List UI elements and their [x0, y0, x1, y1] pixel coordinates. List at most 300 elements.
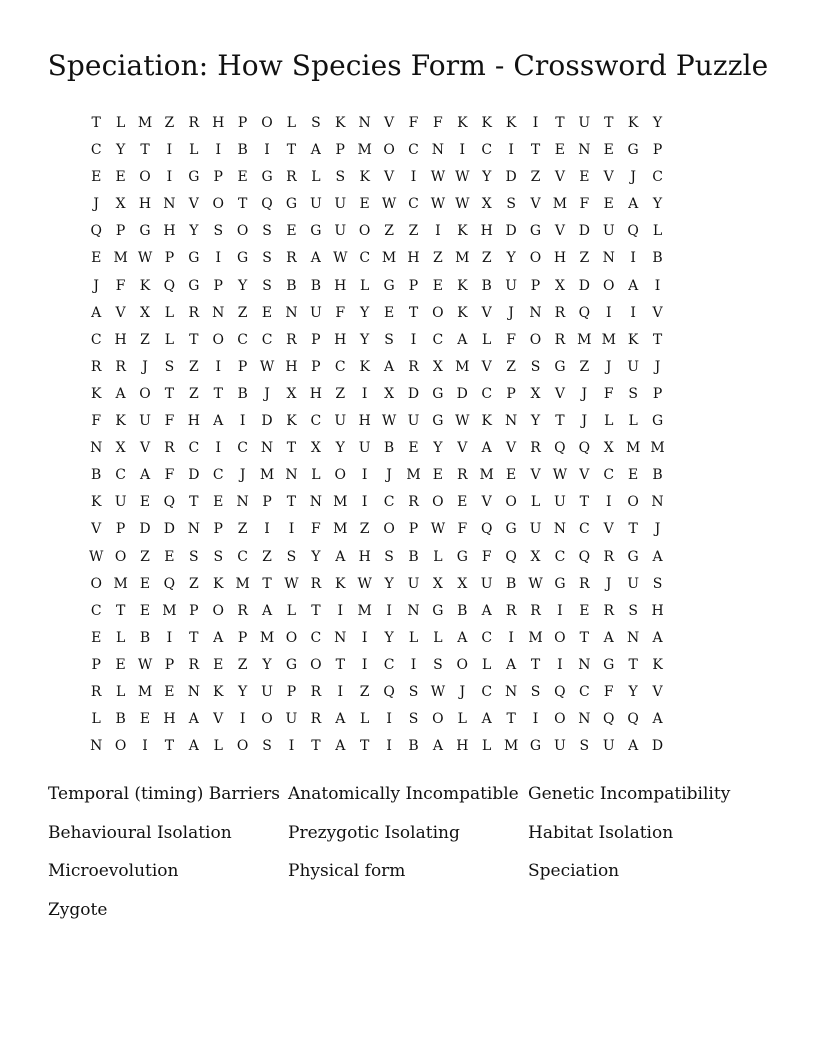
grid-letter: U [334, 196, 347, 213]
grid-row [84, 137, 744, 164]
grid-letter: M [455, 250, 470, 267]
grid-letter: P [213, 277, 223, 294]
grid-letter: I [264, 142, 270, 159]
grid-letter: X [384, 385, 395, 402]
grid-letter: P [530, 277, 541, 294]
grid-letter: L [408, 629, 419, 646]
grid-letter: E [237, 169, 248, 186]
grid-letter: J [581, 413, 588, 430]
grid-letter: C [432, 331, 444, 348]
grid-letter: I [386, 602, 392, 619]
grid-letter: B [408, 548, 419, 565]
grid-letter: E [603, 196, 614, 213]
grid-letter: T [286, 142, 297, 159]
grid-letter: O [432, 304, 444, 321]
grid-letter: G [139, 223, 151, 240]
grid-letter: T [189, 331, 199, 348]
grid-letter: K [457, 115, 468, 131]
grid-letter: E [579, 169, 590, 186]
grid-letter: U [505, 277, 518, 294]
grid-letter: B [115, 711, 126, 728]
grid-row [84, 218, 744, 245]
grid-letter: F [603, 683, 614, 700]
grid-letter: U [480, 575, 493, 592]
grid-letter: O [383, 521, 395, 538]
grid-letter: Y [115, 142, 126, 159]
grid-letter: C [334, 358, 346, 375]
grid-letter: A [628, 738, 639, 755]
grid-letter: S [579, 738, 590, 755]
grid-letter: V [652, 683, 663, 700]
grid-letter: D [188, 467, 200, 484]
grid-letter: W [357, 575, 372, 592]
grid-letter: L [604, 413, 614, 430]
grid-letter: Z [237, 656, 248, 673]
grid-letter: N [578, 142, 591, 159]
grid-letter: I [532, 711, 539, 728]
grid-letter: O [114, 738, 127, 755]
grid-letter: C [652, 169, 663, 186]
grid-letter: A [457, 331, 468, 348]
grid-letter: X [432, 358, 443, 375]
grid-letter: V [481, 358, 492, 375]
grid-row [84, 435, 744, 462]
grid-row [84, 489, 744, 516]
grid-letter: Y [360, 304, 370, 321]
grid-letter: M [259, 467, 275, 484]
grid-letter: Y [530, 413, 541, 430]
grid-letter: N [553, 521, 567, 538]
word-list-item: Habitat Isolation [528, 822, 674, 843]
grid-letter: C [383, 494, 395, 511]
grid-letter: Z [359, 683, 370, 700]
grid-letter: I [508, 629, 514, 646]
grid-letter: K [457, 277, 468, 294]
grid-letter: O [285, 629, 298, 646]
grid-letter: N [431, 142, 445, 159]
grid-letter: E [408, 440, 419, 457]
grid-letter: L [115, 683, 126, 700]
grid-letter: O [114, 548, 127, 565]
grid-letter: Z [164, 115, 175, 131]
grid-letter: Y [238, 683, 248, 700]
grid-letter: X [530, 548, 541, 565]
grid-letter: P [237, 629, 248, 646]
grid-letter: I [361, 467, 368, 484]
grid-letter: V [506, 440, 517, 457]
grid-letter: G [383, 277, 395, 294]
grid-letter: P [213, 521, 223, 538]
grid-letter: C [90, 331, 102, 348]
grid-letter: U [529, 521, 542, 538]
grid-letter: X [457, 575, 468, 592]
grid-letter: X [286, 385, 297, 402]
grid-letter: U [554, 738, 566, 755]
grid-letter: A [335, 738, 346, 755]
grid-letter: V [188, 196, 199, 213]
grid-letter: O [261, 115, 273, 131]
grid-letter: I [410, 169, 417, 186]
grid-letter: B [652, 250, 663, 267]
grid-letter: C [115, 467, 126, 484]
grid-letter: V [579, 467, 590, 484]
grid-letter: X [432, 575, 443, 592]
grid-letter: S [433, 656, 443, 673]
grid-letter: G [432, 602, 444, 619]
grid-letter: X [530, 385, 541, 402]
grid-letter: R [90, 683, 102, 700]
grid-letter: L [115, 629, 126, 646]
grid-letter: I [166, 629, 173, 646]
grid-letter: L [213, 738, 223, 755]
grid-letter: C [90, 142, 102, 159]
grid-letter: A [91, 304, 102, 321]
grid-letter: K [457, 304, 468, 321]
word-list-item: Prezygotic Isolating [288, 822, 460, 843]
grid-letter: Y [360, 331, 370, 348]
grid-letter: A [432, 738, 443, 755]
grid-letter: K [359, 358, 370, 375]
grid-letter: M [601, 331, 616, 348]
grid-letter: G [310, 223, 322, 240]
grid-letter: X [115, 196, 126, 213]
grid-letter: R [457, 467, 468, 484]
grid-letter: D [651, 738, 664, 755]
grid-letter: C [408, 142, 419, 159]
grid-letter: L [433, 629, 443, 646]
grid-row [84, 408, 744, 435]
word-list-item: Anatomically Incompatible [288, 784, 519, 804]
grid-letter: C [578, 521, 590, 538]
grid-letter: G [261, 169, 273, 186]
grid-letter: U [309, 196, 322, 213]
grid-letter: T [286, 494, 297, 511]
grid-letter: E [139, 602, 151, 619]
grid-letter: K [481, 413, 492, 430]
grid-letter: T [262, 575, 272, 592]
grid-letter: D [139, 521, 151, 538]
grid-letter: T [579, 494, 589, 511]
grid-letter: O [236, 223, 249, 240]
grid-row [84, 598, 744, 625]
grid-letter: R [188, 304, 200, 321]
grid-letter: O [529, 250, 542, 267]
grid-letter: K [505, 115, 517, 131]
grid-letter: P [408, 521, 419, 538]
grid-letter: L [360, 277, 370, 294]
grid-letter: E [432, 277, 443, 294]
grid-letter: A [506, 656, 517, 673]
grid-letter: N [212, 304, 225, 321]
grid-letter: U [334, 413, 347, 430]
grid-letter: F [603, 385, 614, 402]
grid-letter: I [264, 521, 270, 538]
grid-letter: S [262, 738, 272, 755]
grid-row [84, 652, 744, 679]
grid-letter: A [335, 711, 346, 728]
grid-letter: S [262, 250, 272, 267]
grid-letter: L [164, 331, 175, 348]
grid-letter: R [603, 602, 614, 619]
grid-letter: E [628, 467, 639, 484]
grid-letter: R [310, 683, 322, 700]
grid-letter: A [603, 629, 614, 646]
grid-letter: J [386, 467, 392, 484]
grid-letter: T [604, 115, 614, 131]
grid-letter: G [554, 575, 566, 592]
grid-letter: A [213, 413, 224, 430]
grid-letter: G [285, 196, 298, 213]
grid-letter: U [285, 711, 298, 728]
grid-letter: E [383, 304, 395, 321]
grid-letter: I [410, 656, 417, 673]
grid-letter: E [139, 494, 151, 511]
grid-letter: P [164, 250, 175, 267]
grid-letter: I [215, 142, 221, 159]
grid-letter: K [90, 385, 102, 402]
grid-letter: Q [505, 548, 517, 565]
grid-letter: L [482, 656, 492, 673]
grid-letter: O [310, 656, 322, 673]
grid-letter: G [456, 548, 468, 565]
grid-letter: K [481, 115, 492, 131]
grid-letter: C [212, 467, 224, 484]
grid-letter: V [530, 196, 541, 213]
grid-letter: Z [188, 358, 199, 375]
grid-letter: I [605, 304, 612, 321]
grid-letter: V [603, 521, 614, 538]
grid-letter: T [408, 304, 419, 321]
grid-letter: X [554, 277, 565, 294]
grid-letter: N [602, 250, 615, 267]
grid-letter: U [578, 115, 591, 131]
grid-letter: W [552, 467, 568, 484]
grid-letter: H [553, 250, 567, 267]
grid-letter: C [481, 142, 493, 159]
grid-letter: K [359, 169, 370, 186]
grid-letter: O [236, 738, 249, 755]
grid-letter: A [652, 711, 663, 728]
grid-letter: F [433, 115, 443, 131]
grid-letter: B [383, 440, 395, 457]
grid-letter: F [311, 521, 321, 538]
grid-letter: C [237, 548, 248, 565]
grid-letter: X [140, 304, 150, 321]
grid-letter: O [212, 331, 224, 348]
grid-row [84, 571, 744, 598]
grid-letter: T [189, 494, 199, 511]
grid-letter: P [91, 656, 101, 673]
grid-letter: U [309, 304, 322, 321]
grid-letter: I [166, 142, 173, 159]
grid-letter: A [310, 142, 321, 159]
grid-letter: M [333, 494, 348, 511]
grid-letter: R [310, 575, 322, 592]
grid-letter: A [481, 602, 492, 619]
grid-letter: X [481, 196, 492, 213]
grid-letter: Y [652, 115, 663, 131]
grid-letter: K [115, 413, 126, 430]
grid-letter: Y [506, 250, 516, 267]
grid-letter: G [285, 656, 298, 673]
grid-letter: H [334, 277, 347, 294]
grid-letter: G [529, 223, 542, 240]
grid-letter: Z [237, 304, 248, 321]
grid-letter: Q [480, 521, 493, 538]
grid-letter: L [433, 548, 443, 565]
grid-letter: P [335, 142, 345, 159]
grid-letter: T [311, 602, 321, 619]
grid-letter: C [90, 602, 102, 619]
grid-letter: I [459, 142, 466, 159]
grid-letter: T [286, 440, 297, 457]
grid-letter: E [505, 467, 517, 484]
grid-letter: W [259, 358, 275, 375]
grid-letter: R [90, 358, 102, 375]
grid-letter: E [603, 142, 614, 159]
grid-letter: T [335, 656, 345, 673]
grid-letter: W [430, 169, 446, 186]
grid-letter: A [188, 711, 199, 728]
grid-letter: F [408, 115, 419, 131]
grid-letter: V [139, 440, 151, 457]
grid-letter: N [578, 711, 591, 728]
grid-letter: M [137, 115, 153, 131]
grid-letter: O [139, 169, 151, 186]
grid-letter: G [627, 142, 639, 159]
grid-letter: T [555, 413, 565, 430]
grid-letter: T [555, 115, 565, 131]
grid-letter: G [237, 250, 249, 267]
grid-letter: H [114, 331, 127, 348]
grid-letter: B [408, 738, 419, 755]
grid-letter: C [481, 629, 493, 646]
grid-letter: A [628, 196, 639, 213]
grid-letter: V [213, 711, 224, 728]
grid-letter: O [529, 331, 542, 348]
grid-letter: A [115, 385, 126, 402]
grid-letter: W [333, 250, 348, 267]
grid-letter: Y [652, 196, 663, 213]
grid-row [84, 164, 744, 191]
grid-letter: Q [602, 711, 615, 728]
grid-row [84, 625, 744, 652]
grid-letter: W [284, 575, 299, 592]
grid-letter: G [432, 385, 444, 402]
grid-letter: O [212, 602, 224, 619]
grid-letter: Y [628, 683, 638, 700]
grid-letter: T [140, 142, 150, 159]
grid-letter: E [457, 494, 468, 511]
grid-letter: B [310, 277, 321, 294]
grid-letter: M [406, 467, 421, 484]
grid-letter: P [115, 223, 126, 240]
grid-letter: J [239, 467, 246, 484]
grid-letter: Q [163, 494, 176, 511]
grid-letter: R [408, 494, 419, 511]
grid-letter: T [189, 629, 199, 646]
grid-letter: N [309, 494, 322, 511]
grid-letter: E [432, 467, 443, 484]
grid-letter: R [164, 440, 175, 457]
grid-letter: B [286, 277, 297, 294]
grid-letter: O [90, 575, 102, 592]
grid-letter: F [164, 467, 175, 484]
grid-letter: P [164, 656, 175, 673]
grid-letter: R [408, 358, 419, 375]
grid-letter: A [335, 548, 346, 565]
grid-row [84, 245, 744, 272]
grid-letter: P [408, 277, 419, 294]
grid-letter: I [557, 602, 563, 619]
grid-letter: S [384, 548, 394, 565]
grid-letter: Z [579, 358, 590, 375]
grid-letter: I [239, 413, 246, 430]
grid-letter: M [113, 575, 128, 592]
grid-letter: K [652, 656, 663, 673]
grid-letter: Q [554, 440, 566, 457]
grid-letter: Y [384, 575, 394, 592]
grid-letter: R [188, 115, 200, 131]
grid-letter: Q [163, 277, 176, 294]
grid-letter: U [334, 223, 347, 240]
grid-letter: Z [359, 521, 370, 538]
grid-letter: R [286, 169, 297, 186]
grid-letter: A [481, 711, 492, 728]
grid-letter: E [213, 494, 224, 511]
grid-letter: C [237, 440, 248, 457]
grid-letter: U [261, 683, 273, 700]
grid-letter: J [581, 385, 588, 402]
word-list-item: Physical form [288, 861, 406, 881]
grid-letter: N [504, 413, 518, 430]
grid-letter: F [481, 548, 492, 565]
grid-letter: O [383, 142, 395, 159]
grid-letter: M [528, 629, 543, 646]
grid-letter: H [651, 602, 664, 619]
grid-row [84, 706, 744, 733]
grid-letter: F [579, 196, 590, 213]
grid-letter: I [337, 602, 344, 619]
grid-letter: O [432, 494, 444, 511]
grid-letter: S [628, 385, 638, 402]
grid-letter: N [187, 683, 200, 700]
grid-letter: V [115, 304, 126, 321]
grid-letter: J [605, 358, 612, 375]
grid-letter: I [142, 738, 148, 755]
grid-letter: U [627, 575, 640, 592]
grid-letter: G [651, 413, 664, 430]
grid-letter: G [627, 548, 639, 565]
grid-letter: I [215, 250, 221, 267]
grid-letter: A [310, 250, 321, 267]
grid-row [84, 354, 744, 381]
grid-letter: I [386, 738, 392, 755]
grid-letter: I [386, 711, 392, 728]
word-list-item: Zygote [48, 899, 108, 920]
grid-letter: J [142, 358, 148, 375]
grid-letter: C [383, 656, 395, 673]
grid-letter: K [627, 331, 639, 348]
grid-letter: N [334, 629, 347, 646]
grid-letter: U [407, 575, 420, 592]
grid-letter: P [237, 358, 248, 375]
grid-letter: E [115, 656, 126, 673]
grid-letter: E [579, 602, 590, 619]
grid-letter: P [506, 385, 516, 402]
grid-letter: M [552, 196, 568, 213]
grid-letter: U [627, 358, 640, 375]
